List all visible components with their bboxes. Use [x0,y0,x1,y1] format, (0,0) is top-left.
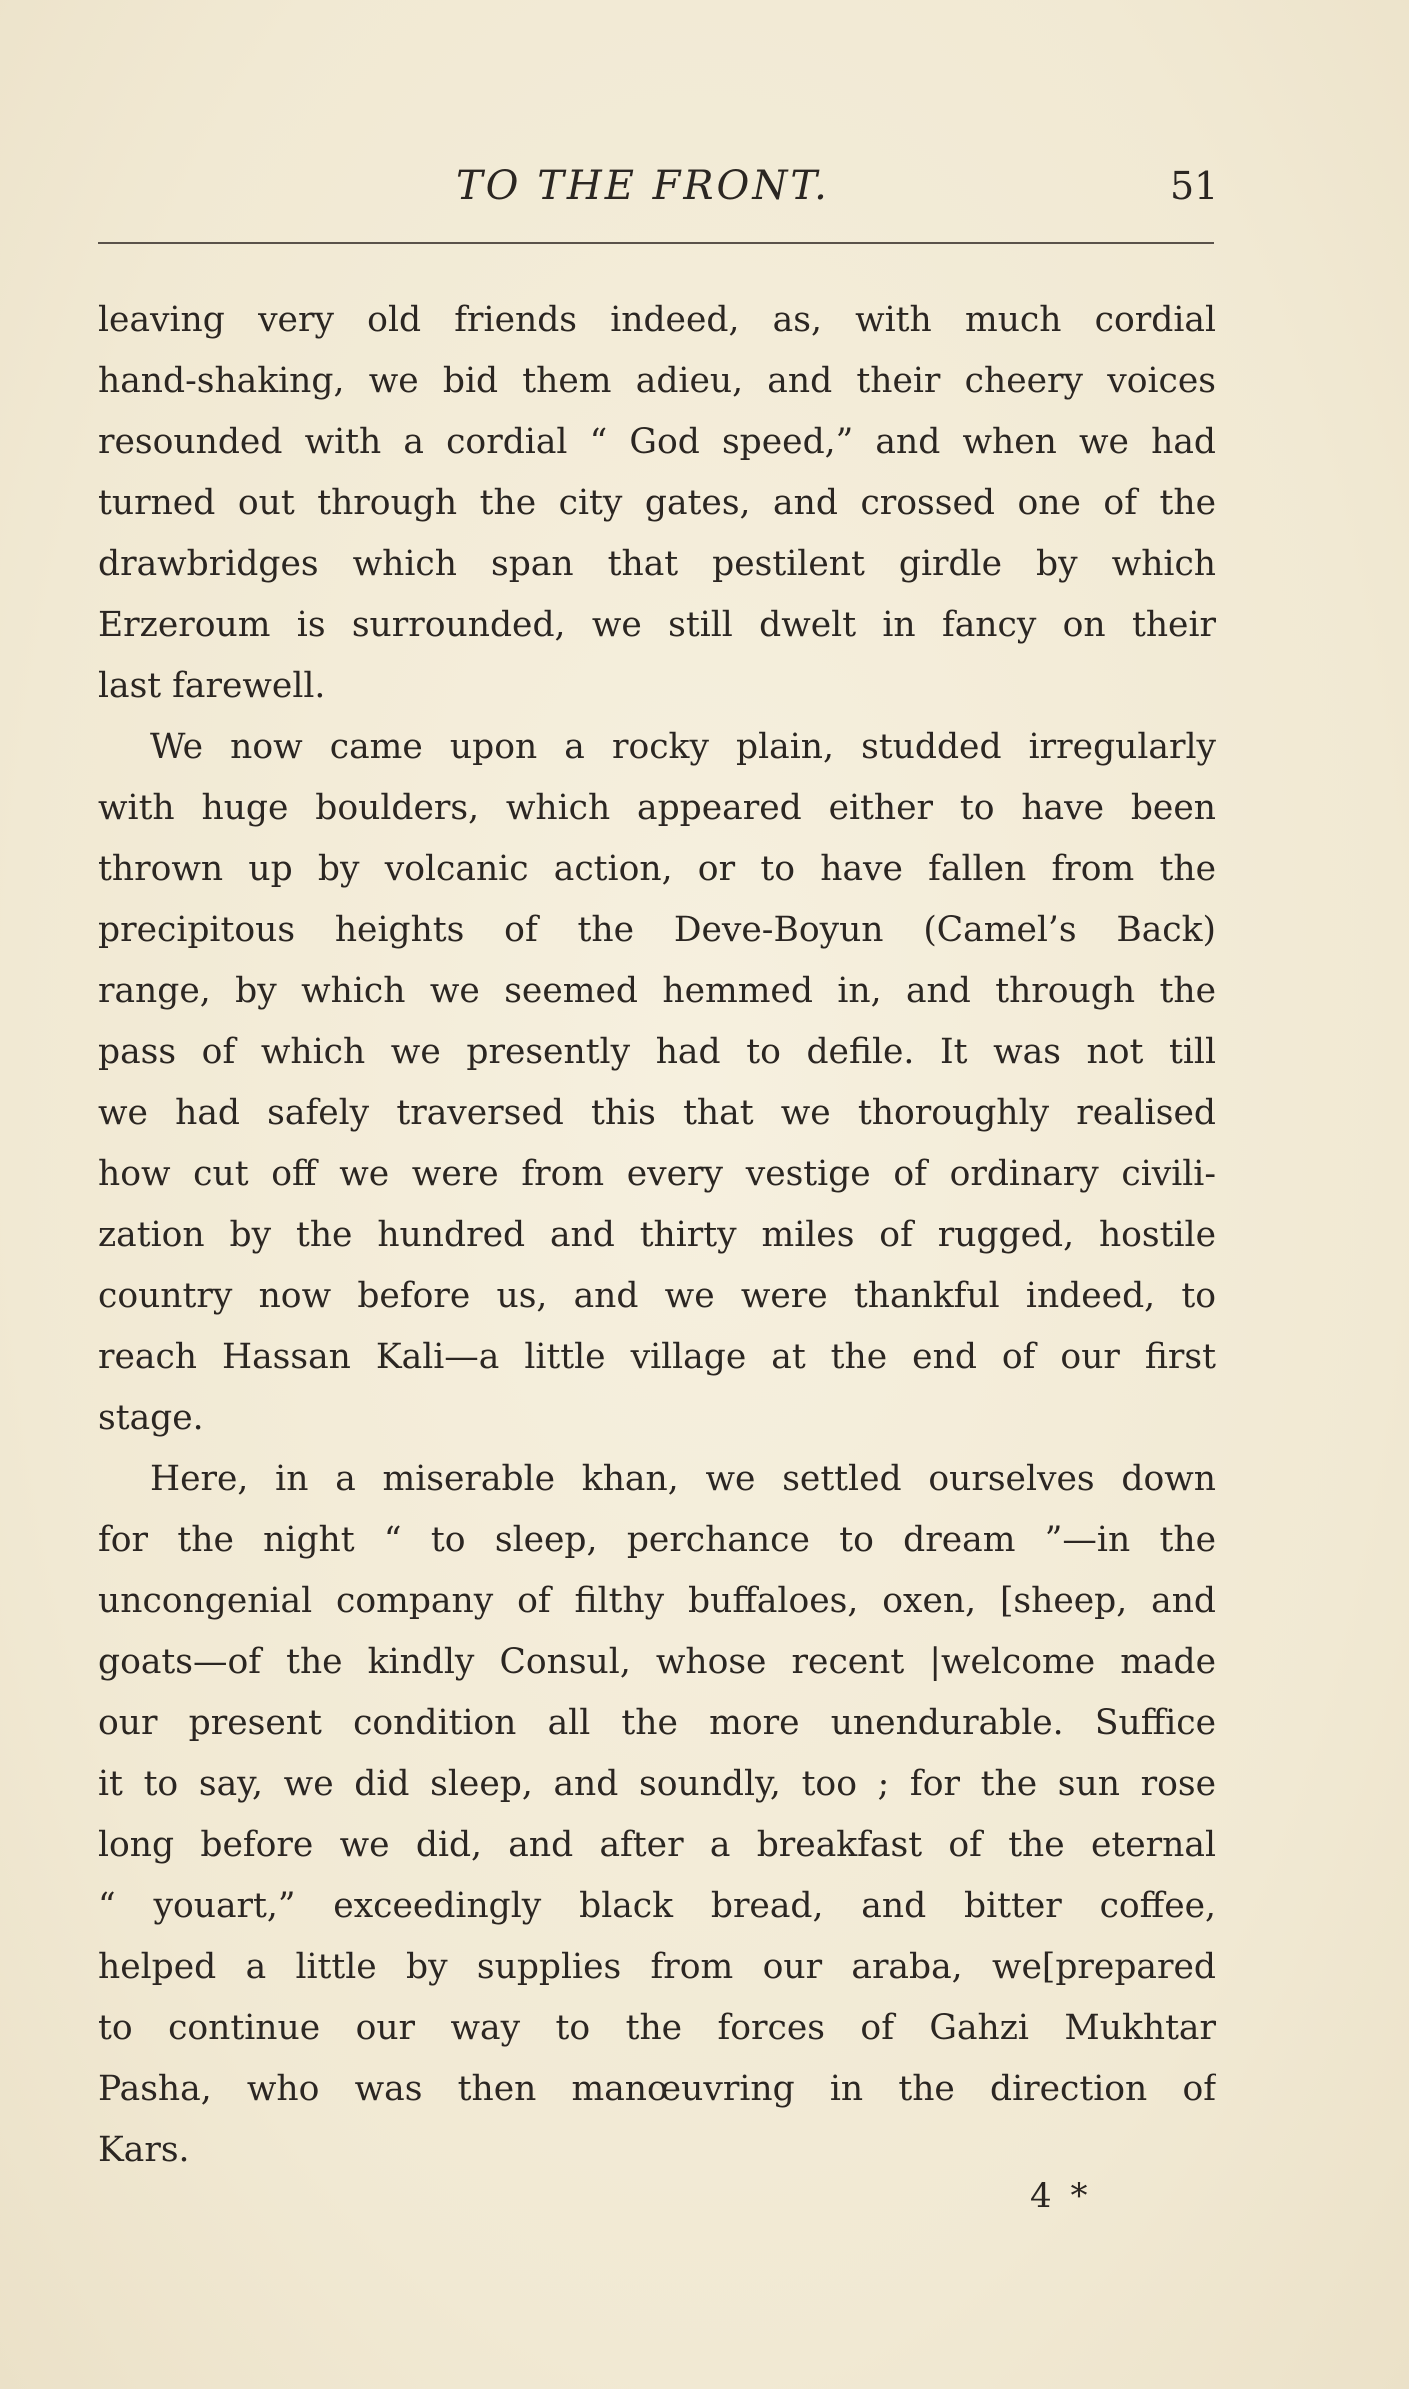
body-text [98,290,1216,2181]
text-line: zation by the hundred and thirty miles of rugged, hostile [98,1215,1216,1255]
text-line: range, by which we seemed hemmed in, and through the [98,971,1216,1011]
text-line: Erzeroum is surrounded, we still dwelt in fancy on their [98,605,1216,645]
text-line: uncongenial company of filthy buffaloes, oxen, [sheep, and [98,1581,1216,1621]
paragraph [98,717,1216,1449]
text-line: drawbridges which span that pestilent girdle by which [98,544,1216,584]
text-line: we had safely traversed this that we thoroughly realised [98,1093,1216,1133]
running-head [0,158,1409,218]
text-line: last farewell. [98,666,326,706]
text-line: with huge boulders, which appeared either to have been [98,788,1216,828]
text-line: reach Hassan Kali—a little village at the end of our first [98,1337,1216,1377]
text-line: country now before us, and we were thankful indeed, to [98,1276,1216,1316]
header-rule [98,242,1214,244]
paragraph [98,1449,1216,2181]
text-line: goats—of the kindly Consul, whose recent |welcome made [98,1642,1216,1682]
text-line: Pasha, who was then manœuvring in the direction of [98,2069,1216,2109]
text-line: long before we did, and after a breakfast of the eternal [98,1825,1216,1865]
paragraph [98,290,1216,717]
text-line: how cut off we were from every vestige of ordinary civili- [98,1154,1216,1194]
running-title: TO THE FRONT. [456,163,830,209]
text-line: our present condition all the more unendurable. Suffice [98,1703,1216,1743]
text-line: for the night “ to sleep, perchance to dream ”—in the [98,1520,1216,1560]
text-line: thrown up by volcanic action, or to have fallen from the [98,849,1216,889]
page-number: 51 [1170,164,1219,208]
text-line: precipitous heights of the Deve-Boyun (Camel’s Back) [98,910,1216,950]
signature-mark: 4 * [1030,2176,1092,2216]
text-line: “ youart,” exceedingly black bread, and bitter coffee, [98,1886,1216,1926]
text-line: turned out through the city gates, and crossed one of the [98,483,1216,523]
text-line: helped a little by supplies from our araba, we[prepared [98,1947,1216,1987]
text-line: Kars. [98,2130,190,2170]
text-line: Here, in a miserable khan, we settled ourselves down [150,1459,1216,1499]
text-line: leaving very old friends indeed, as, with much cordial [98,300,1216,340]
text-line: it to say, we did sleep, and soundly, too ; for the sun rose [98,1764,1216,1804]
text-line: to continue our way to the forces of Gahzi Mukhtar [98,2008,1216,2048]
text-line: hand-shaking, we bid them adieu, and their cheery voices [98,361,1216,401]
text-line: resounded with a cordial “ God speed,” and when we had [98,422,1216,462]
text-line: We now came upon a rocky plain, studded irregularly [150,727,1216,767]
text-line: stage. [98,1398,204,1438]
text-line: pass of which we presently had to defile. It was not till [98,1032,1216,1072]
